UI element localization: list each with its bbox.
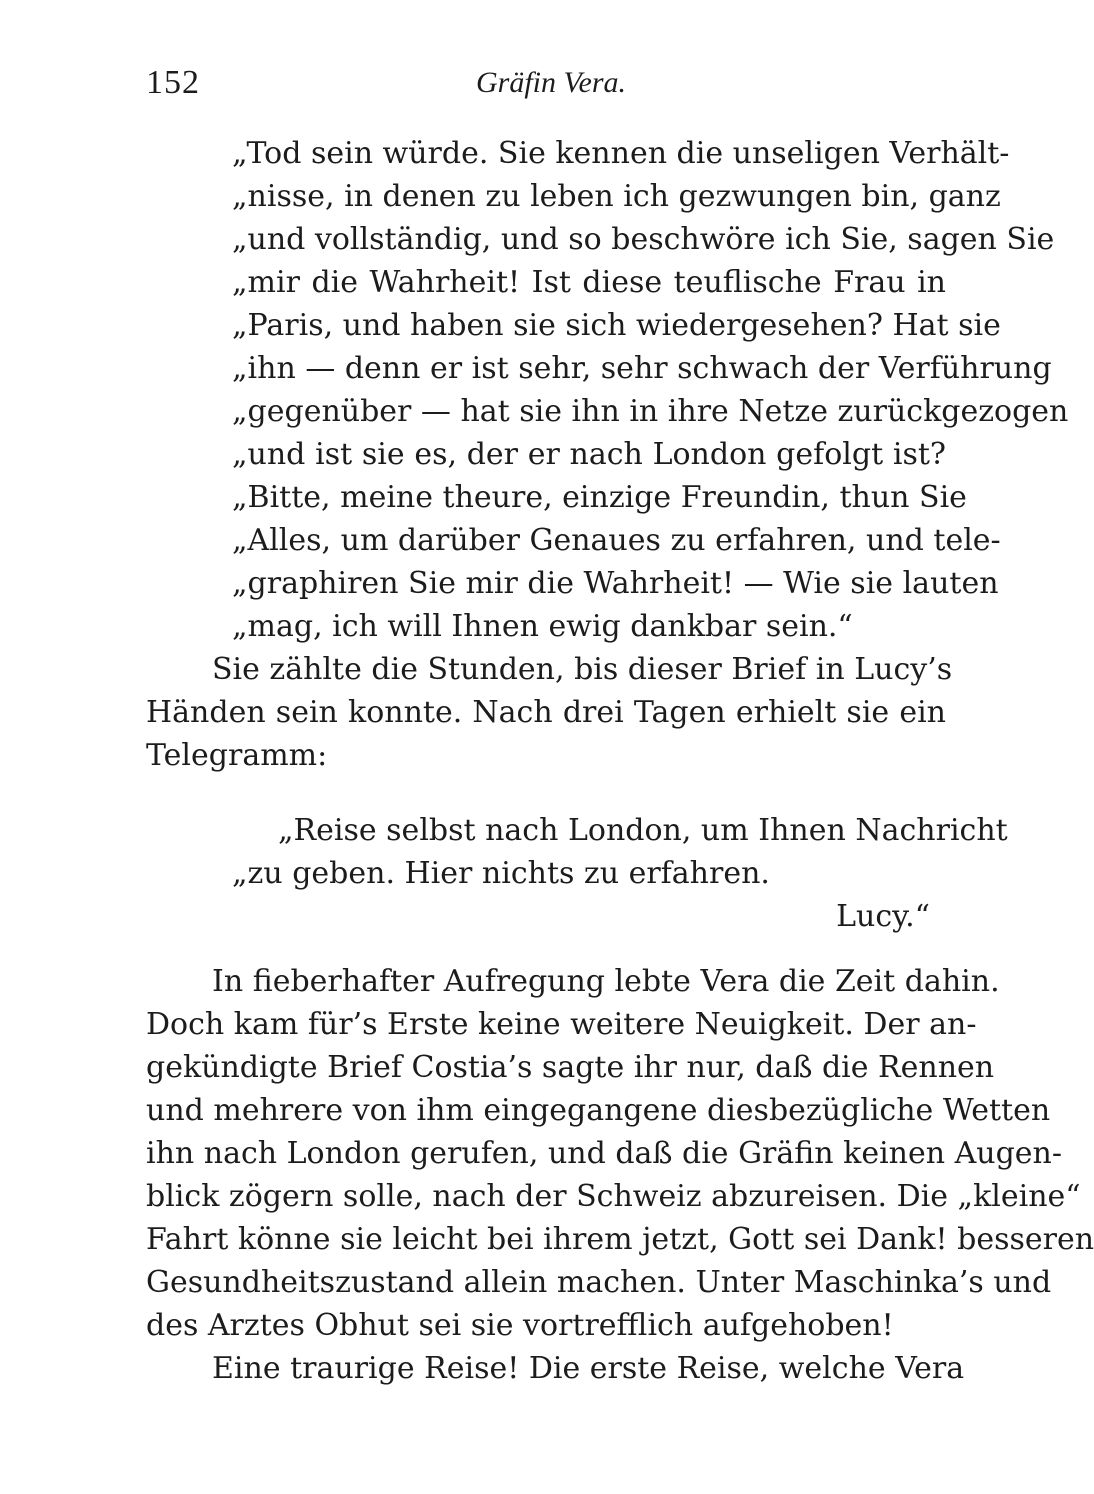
paragraph [146, 960, 1094, 1347]
text-line: „graphiren Sie mir die Wahrheit! — Wie sie lauten [232, 566, 999, 601]
text-line: In fieberhafter Aufregung lebte Vera die Zeit dahin. [212, 964, 1000, 999]
text-line: des Arztes Obhut sei sie vortrefflich aufgehoben! [146, 1308, 894, 1343]
narration-paragraph [146, 648, 953, 777]
text-line: „Bitte, meine theure, einzige Freundin, thun Sie [232, 480, 967, 515]
text-line: Fahrt könne sie leicht bei ihrem jetzt, Gott sei Dank! besseren [146, 1222, 1094, 1257]
body-text [146, 132, 1094, 1390]
spacer [146, 938, 946, 960]
text-line: Telegramm: [146, 738, 328, 773]
telegram-signature: Lucy.“ [836, 899, 930, 934]
text-line: „zu geben. Hier nichts zu erfahren. [232, 856, 770, 891]
text-line: „Alles, um darüber Genaues zu erfahren, und tele- [232, 523, 1001, 558]
letter-quote [146, 132, 1069, 648]
text-line: und mehrere von ihm eingegangene diesbezügliche Wetten [146, 1093, 1051, 1128]
page-number: 152 [146, 64, 200, 101]
text-line: gekündigte Brief Costia’s sagte ihr nur, daß die Rennen [146, 1050, 995, 1085]
spacer [146, 777, 946, 809]
text-line: „Reise selbst nach London, um Ihnen Nachricht [278, 813, 1008, 848]
text-line: blick zögern solle, nach der Schweiz abzureisen. Die „kleine“ [146, 1179, 1081, 1214]
telegram-quote [146, 809, 1008, 938]
text-line: ihn nach London gerufen, und daß die Gräfin keinen Augen- [146, 1136, 1062, 1171]
text-line: „Tod sein würde. Sie kennen die unseligen Verhält- [232, 136, 1010, 171]
text-line: „mir die Wahrheit! Ist diese teuflische Frau in [232, 265, 946, 300]
text-line: „und vollständig, und so beschwöre ich Sie, sagen Sie [232, 222, 1055, 257]
text-line: Eine traurige Reise! Die erste Reise, welche Vera [212, 1351, 965, 1386]
running-title: Gräfin Vera. [476, 66, 626, 99]
text-line: „und ist sie es, der er nach London gefolgt ist? [232, 437, 946, 472]
text-line: „mag, ich will Ihnen ewig dankbar sein.“ [232, 609, 853, 644]
page-header [146, 64, 946, 108]
text-line: Gesundheitszustand allein machen. Unter Maschinka’s und [146, 1265, 1052, 1300]
text-line: „Paris, und haben sie sich wiedergesehen? Hat sie [232, 308, 1001, 343]
text-line: Sie zählte die Stunden, bis dieser Brief in Lucy’s [212, 652, 953, 687]
text-line: „nisse, in denen zu leben ich gezwungen bin, ganz [232, 179, 1001, 214]
text-line: „gegenüber — hat sie ihn in ihre Netze zurückgezogen [232, 394, 1069, 429]
paragraph [146, 1347, 965, 1390]
text-line: „ihn — denn er ist sehr, sehr schwach der Verführung [232, 351, 1052, 386]
text-line: Händen sein konnte. Nach drei Tagen erhielt sie ein [146, 695, 946, 730]
text-line: Doch kam für’s Erste keine weitere Neuigkeit. Der an- [146, 1007, 977, 1042]
